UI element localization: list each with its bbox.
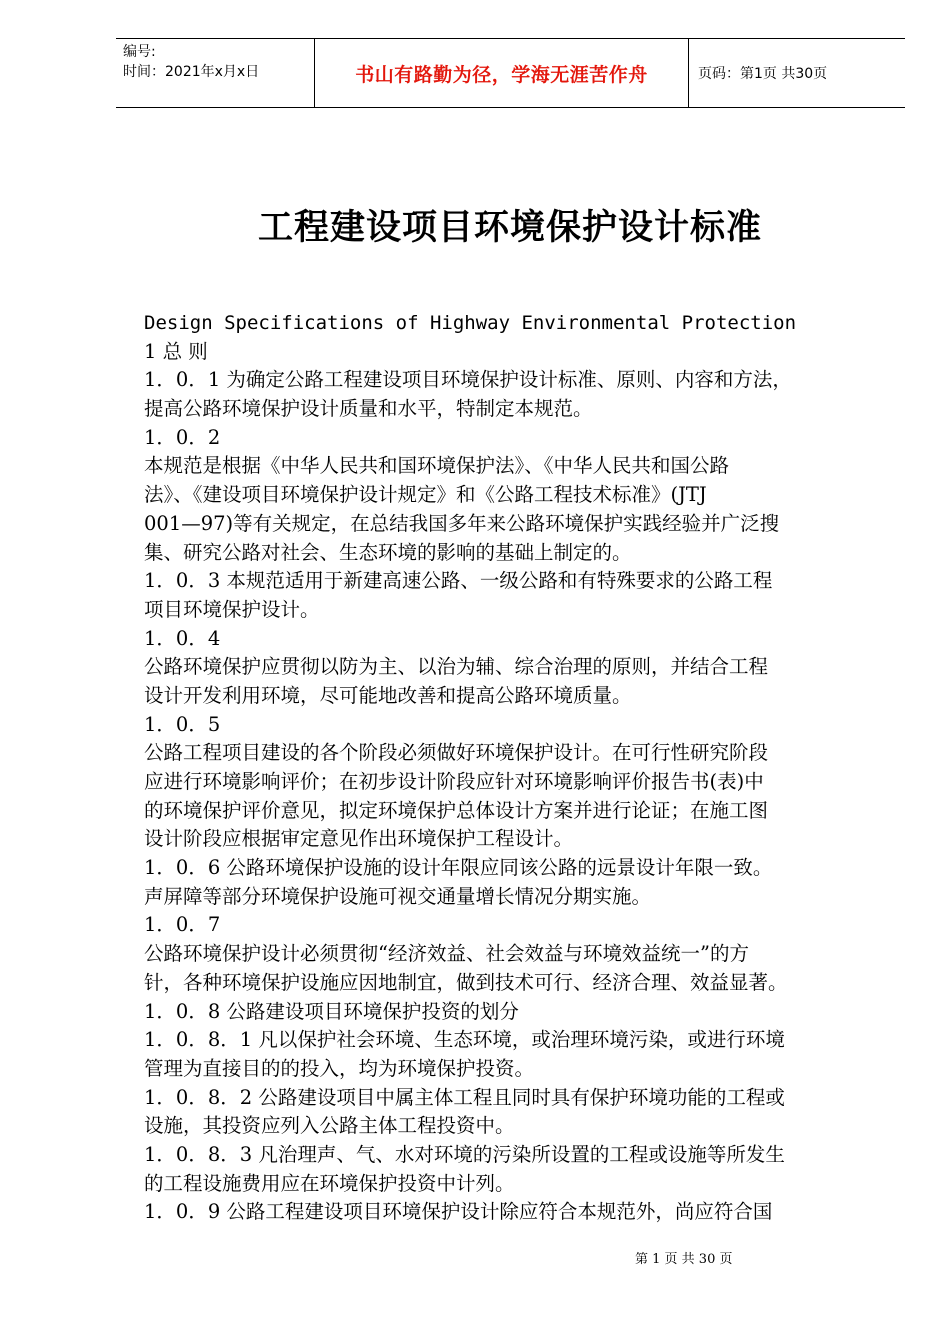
body-line: 设计开发利用环境，尽可能地改善和提高公路环境质量。 xyxy=(144,683,632,707)
body-line: 1．0．1 为确定公路工程建设项目环境保护设计标准、原则、内容和方法， xyxy=(144,368,792,392)
body-line: 1 总 则 xyxy=(144,339,208,363)
body-line: 1．0．7 xyxy=(144,913,221,937)
header-meta xyxy=(116,39,315,107)
english-title: Design Specifications of Highway Environmental Protection xyxy=(144,312,797,334)
body-line: 公路环境保护应贯彻以防为主、以治为辅、综合治理的原则，并结合工程 xyxy=(144,655,769,679)
body-line: 提高公路环境保护设计质量和水平，特制定本规范。 xyxy=(144,397,593,421)
body-line: 1．0．4 xyxy=(144,626,221,650)
body-line: 公路环境保护设计必须贯彻“经济效益、社会效益与环境效益统一”的方 xyxy=(144,942,749,966)
body-line: 法》、《建设项目环境保护设计规定》和《公路工程技术标准》(JTJ xyxy=(144,483,707,507)
body-line: 声屏障等部分环境保护设施可视交通量增长情况分期实施。 xyxy=(144,884,652,908)
page-header xyxy=(116,38,905,108)
body-line: 1．0．3 本规范适用于新建高速公路、一级公路和有特殊要求的公路工程 xyxy=(144,569,773,593)
header-slogan: 书山有路勤为径，学海无涯苦作舟 xyxy=(315,39,689,107)
body-line: 1．0．8．2 公路建设项目中属主体工程且同时具有保护环境功能的工程或 xyxy=(144,1085,785,1109)
body-line: 公路工程项目建设的各个阶段必须做好环境保护设计。在可行性研究阶段 xyxy=(144,741,769,765)
document-title: 工程建设项目环境保护设计标准 xyxy=(257,207,762,248)
document-body xyxy=(144,309,884,1227)
body-line: 针，各种环境保护设施应因地制宜，做到技术可行、经济合理、效益显著。 xyxy=(144,970,788,994)
number-label: 编号: xyxy=(123,44,156,60)
body-line: 设计阶段应根据审定意见作出环境保护工程设计。 xyxy=(144,827,574,851)
body-line: 设施，其投资应列入公路主体工程投资中。 xyxy=(144,1114,515,1138)
header-page-info: 页码：第1页 共30页 xyxy=(698,66,828,82)
body-line: 001—97)等有关规定，在总结我国多年来公路环境保护实践经验并广泛搜 xyxy=(144,511,780,535)
body-line: 应进行环境影响评价；在初步设计阶段应针对环境影响评价报告书(表)中 xyxy=(144,770,764,793)
body-line: 1．0．8．1 凡以保护社会环境、生态环境，或治理环境污染，或进行环境 xyxy=(144,1028,785,1052)
body-line: 1．0．9 公路工程建设项目环境保护设计除应符合本规范外，尚应符合国 xyxy=(144,1200,773,1224)
body-line: 1．0．2 xyxy=(144,425,221,449)
page-footer: 第 1 页 共 30 页 xyxy=(635,1252,733,1267)
body-line: 1．0．6 公路环境保护设施的设计年限应同该公路的远景设计年限一致。 xyxy=(144,856,773,880)
body-line: 集、研究公路对社会、生态环境的影响的基础上制定的。 xyxy=(144,540,632,564)
body-line: 本规范是根据《中华人民共和国环境保护法》、《中华人民共和国公路 xyxy=(144,454,730,478)
body-line: 项目环境保护设计。 xyxy=(144,597,320,621)
body-line: 1．0．8．3 凡治理声、气、水对环境的污染所设置的工程或设施等所发生 xyxy=(144,1142,785,1166)
body-line: 1．0．5 xyxy=(144,712,221,736)
body-line: 1．0．8 公路建设项目环境保护投资的划分 xyxy=(144,999,519,1023)
body-line: 的环境保护评价意见，拟定环境保护总体设计方案并进行论证；在施工图 xyxy=(144,798,769,822)
body-line: 的工程设施费用应在环境保护投资中计列。 xyxy=(144,1171,515,1195)
time-label: 时间：2021年x月x日 xyxy=(123,64,260,80)
body-line: 管理为直接目的的投入，均为环境保护投资。 xyxy=(144,1056,535,1080)
